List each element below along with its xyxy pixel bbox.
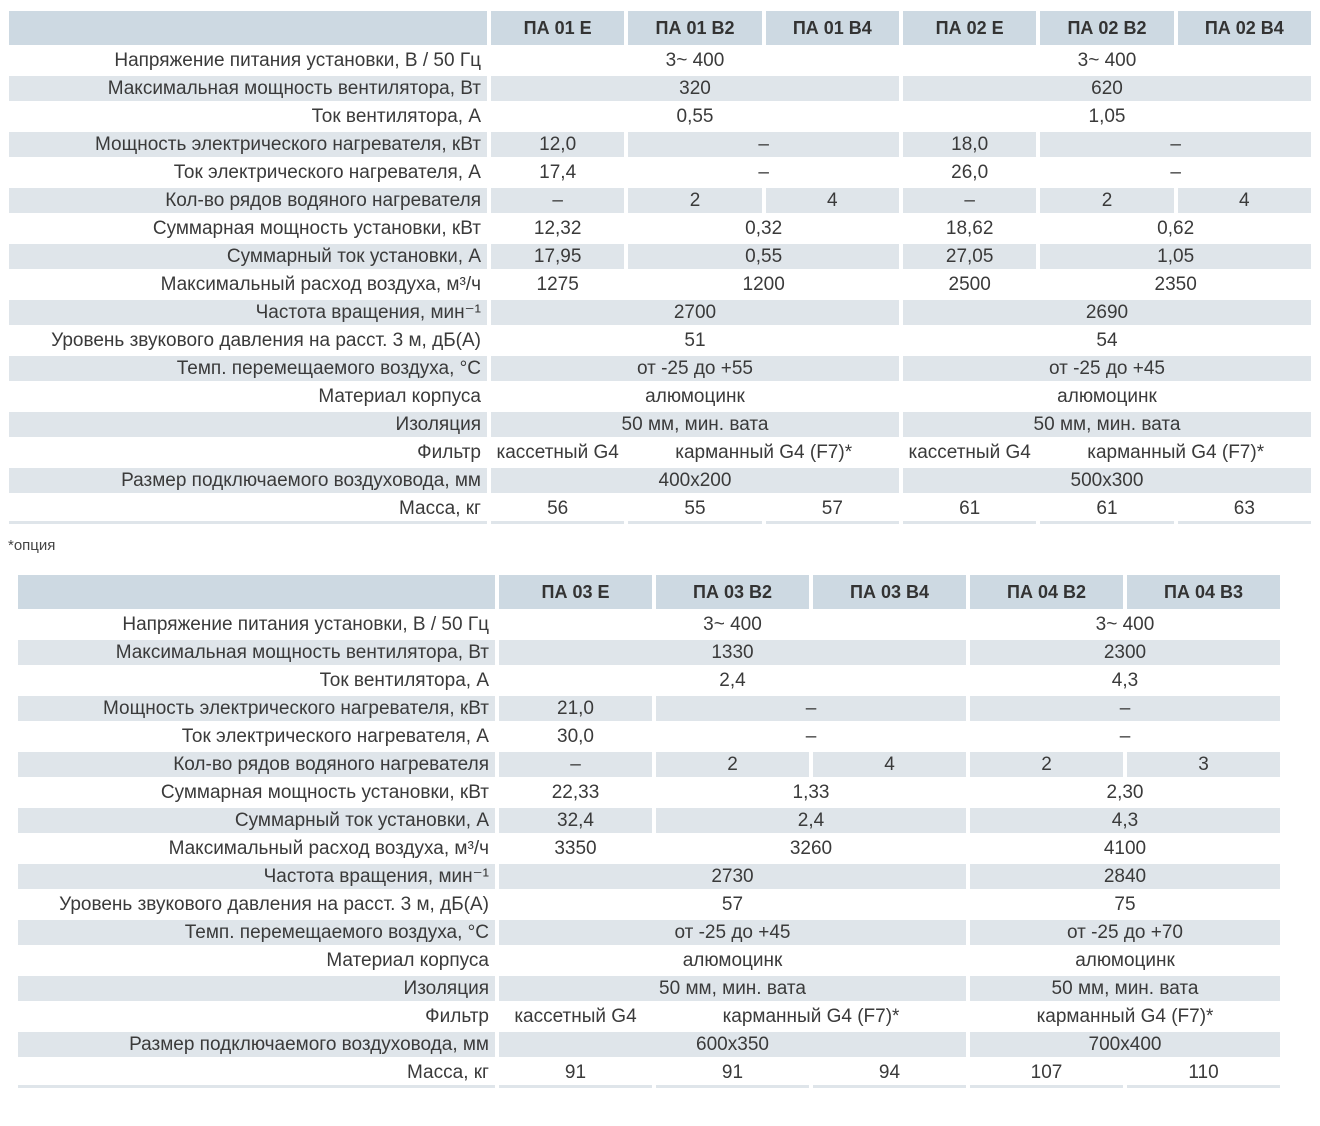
table-row [18,724,1280,749]
table-cell: 500x300 [903,468,1311,493]
row-label: Максимальный расход воздуха, м³/ч [168,837,489,859]
table-row [18,668,1280,693]
table-row [9,216,1311,241]
table-cell: 4,3 [970,808,1280,833]
table-row [18,920,1280,945]
table-row [9,188,1311,213]
table-row [9,76,1311,101]
row-label: Размер подключаемого воздуховода, мм [9,468,487,493]
table-cell: – [1040,132,1311,157]
table-cell: 94 [813,1060,966,1088]
row-label: Изоляция [18,976,495,1001]
table-cell: 2840 [970,864,1280,889]
column-header: ПА 01 B2 [628,11,761,45]
table-row [9,356,1311,381]
row-label: Уровень звукового давления на расст. 3 м, дБ(А) [59,893,489,915]
table-cell: 0,55 [628,244,899,269]
table-row [18,836,1280,861]
footnote: *опция [8,537,56,554]
table-cell: 2,30 [1106,781,1144,803]
table-row [18,976,1280,1001]
table-cell: 620 [903,76,1311,101]
row-label: Размер подключаемого воздуховода, мм [18,1032,495,1057]
table-cell: 400x200 [491,468,899,493]
column-header: ПА 01 B4 [766,11,899,45]
table-cell: 3350 [554,837,597,859]
table-cell: – [491,188,624,213]
table-cell: 18,0 [903,132,1036,157]
spec-table-pa01-pa02 [5,8,1315,527]
table-row [18,892,1280,917]
row-label: Материал корпуса [318,385,481,407]
table-row [9,132,1311,157]
table-cell: 3~ 400 [703,613,762,635]
table-cell: 1275 [536,273,579,295]
table-cell: 61 [1040,496,1173,524]
table-cell: 4 [766,188,899,213]
table-cell: 2700 [491,300,899,325]
column-header: ПА 03 E [499,575,652,609]
row-label: Ток вентилятора, А [319,669,489,691]
table-cell: 107 [970,1060,1123,1088]
table-cell: от -25 до +55 [491,356,899,381]
table-cell: 2,4 [656,808,966,833]
table-cell: 600x350 [499,1032,966,1057]
row-label: Кол-во рядов водяного нагревателя [18,752,495,777]
table-row [18,640,1280,665]
table-cell: – [1119,725,1131,747]
table-cell: 54 [1096,329,1118,351]
header-blank [9,11,487,45]
table-cell: кассетный G4 [514,1005,637,1027]
table-cell: 21,0 [499,696,652,721]
row-label: Суммарная мощность установки, кВт [152,217,481,239]
table-row [9,440,1311,465]
table-row [18,1060,1280,1088]
column-header: ПА 03 B2 [656,575,809,609]
table-row [18,752,1280,777]
table-cell: 26,0 [951,161,989,183]
column-header: ПА 02 B2 [1040,11,1173,45]
row-label: Напряжение питания установки, В / 50 Гц [122,613,489,635]
table-row [9,384,1311,409]
header-row [18,575,1280,609]
header-blank [18,575,495,609]
table-cell: 1330 [499,640,966,665]
table-cell: 4,3 [1111,669,1139,691]
column-header: ПА 01 E [491,11,624,45]
table-cell: – [499,752,652,777]
table-row [18,780,1280,805]
table-cell: – [628,132,899,157]
table-cell: кассетный G4 [496,441,619,463]
table-row [9,328,1311,353]
table-cell: 2730 [499,864,966,889]
table-cell: 2690 [903,300,1311,325]
table-cell: 0,55 [676,105,714,127]
table-cell: 700x400 [970,1032,1280,1057]
table-cell: 27,05 [903,244,1036,269]
table-cell: карманный G4 (F7)* [722,1005,900,1027]
table-row [9,48,1311,73]
table-row [9,272,1311,297]
table-cell: карманный G4 (F7)* [1036,1005,1214,1027]
column-header: ПА 02 B4 [1178,11,1311,45]
column-header: ПА 02 E [903,11,1036,45]
table-cell: 3260 [789,837,833,859]
table-cell: 50 мм, мин. вата [970,976,1280,1001]
row-label: Фильтр [417,441,481,463]
table-cell: 1200 [742,273,785,295]
row-label: Масса, кг [18,1060,495,1088]
table-cell: 4 [1178,188,1311,213]
table-cell: 320 [491,76,899,101]
row-label: Напряжение питания установки, В / 50 Гц [114,49,481,71]
row-label: Максимальная мощность вентилятора, Вт [18,640,495,665]
row-label: Уровень звукового давления на расст. 3 м, дБ(А) [51,329,481,351]
spec-table-pa03-pa04 [14,572,1284,1091]
table-cell: – [805,725,817,747]
table-cell: 3 [1127,752,1280,777]
table-row [9,300,1311,325]
table-cell: 57 [721,893,744,915]
table-cell: 4 [813,752,966,777]
table-cell: 2300 [970,640,1280,665]
table-cell: 2350 [1154,273,1197,295]
row-label: Частота вращения, мин⁻¹ [9,300,487,325]
table-cell: 0,32 [745,217,783,239]
table-cell: 22,33 [551,781,600,803]
row-label: Ток вентилятора, А [311,105,481,127]
row-label: Мощность электрического нагревателя, кВт [18,696,495,721]
table-row [18,864,1280,889]
table-cell: от -25 до +45 [499,920,966,945]
table-cell: 50 мм, мин. вата [499,976,966,1001]
table-cell: 91 [656,1060,809,1088]
table-cell: – [1170,161,1181,183]
column-header: ПА 03 B4 [813,575,966,609]
table-row [9,160,1311,185]
table-row [18,612,1280,637]
table-cell: 50 мм, мин. вата [903,412,1311,437]
row-label: Изоляция [9,412,487,437]
table-cell: 110 [1127,1060,1280,1088]
table-cell: 2 [970,752,1123,777]
table-cell: 17,95 [491,244,624,269]
row-label: Темп. перемещаемого воздуха, °С [18,920,495,945]
table-cell: 2 [1040,188,1173,213]
table-cell: – [758,161,769,183]
table-cell: алюмоцинк [682,949,783,971]
table-row [9,104,1311,129]
row-label: Материал корпуса [326,949,489,971]
row-label: Суммарная мощность установки, кВт [160,781,489,803]
row-label: Мощность электрического нагревателя, кВт [9,132,487,157]
row-label: Максимальный расход воздуха, м³/ч [160,273,481,295]
row-label: Темп. перемещаемого воздуха, °С [9,356,487,381]
table-cell: 12,0 [491,132,624,157]
table-cell: – [656,696,966,721]
table-row [9,244,1311,269]
table-row [18,696,1280,721]
table-cell: 0,62 [1157,217,1195,239]
table-cell: карманный G4 (F7)* [675,441,853,463]
row-label: Частота вращения, мин⁻¹ [18,864,495,889]
table-cell: – [903,188,1036,213]
table-cell: 32,4 [499,808,652,833]
table-cell: 1,33 [792,781,830,803]
table-cell: 2 [656,752,809,777]
table-row [18,808,1280,833]
table-cell: 75 [1114,893,1136,915]
table-row [9,496,1311,524]
table-cell: – [970,696,1280,721]
table-cell: 55 [628,496,761,524]
table-cell: 3~ 400 [1077,49,1137,71]
table-row [9,468,1311,493]
table-cell: 30,0 [557,725,594,747]
table-cell: от -25 до +45 [903,356,1311,381]
table-cell: кассетный G4 [908,441,1031,463]
table-row [18,1032,1280,1057]
table-cell: 50 мм, мин. вата [491,412,899,437]
table-row [9,412,1311,437]
column-header: ПА 04 B2 [970,575,1123,609]
table-cell: 1,05 [1040,244,1311,269]
row-label: Максимальная мощность вентилятора, Вт [9,76,487,101]
table-cell: 2,4 [719,669,746,691]
table-cell: 4100 [1103,837,1147,859]
table-cell: 57 [766,496,899,524]
table-cell: 61 [903,496,1036,524]
table-cell: 91 [499,1060,652,1088]
table-row [18,948,1280,973]
table-cell: 3~ 400 [665,49,725,71]
table-cell: 1,05 [1088,105,1126,127]
table-cell: 17,4 [539,161,577,183]
row-label: Ток электрического нагревателя, А [181,725,489,747]
table-cell: 3~ 400 [1095,613,1155,635]
table-cell: алюмоцинк [645,385,745,407]
table-cell: 18,62 [945,217,994,239]
row-label: Суммарный ток установки, А [9,244,487,269]
header-row [9,11,1311,45]
table-cell: 12,32 [533,217,582,239]
table-cell: карманный G4 (F7)* [1087,441,1265,463]
table-cell: алюмоцинк [1057,385,1157,407]
table-cell: 51 [684,329,706,351]
table-cell: алюмоцинк [1075,949,1175,971]
row-label: Масса, кг [9,496,487,524]
table-cell: 2500 [948,273,991,295]
row-label: Суммарный ток установки, А [18,808,495,833]
table-cell: от -25 до +70 [970,920,1280,945]
column-header: ПА 04 B3 [1127,575,1280,609]
table-cell: 2 [628,188,761,213]
row-label: Ток электрического нагревателя, А [173,161,481,183]
row-label: Фильтр [425,1005,489,1027]
table-row [18,1004,1280,1029]
table-cell: 63 [1178,496,1311,524]
row-label: Кол-во рядов водяного нагревателя [9,188,487,213]
table-cell: 56 [491,496,624,524]
